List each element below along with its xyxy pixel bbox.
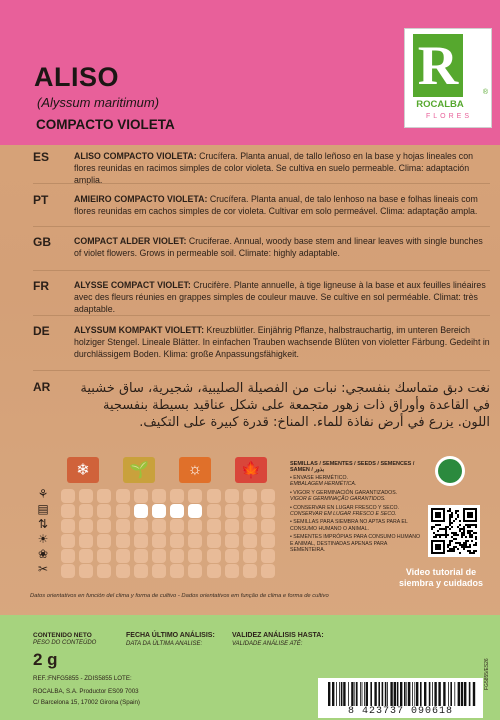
lang-code: DE	[33, 324, 50, 338]
calendar-cell	[152, 519, 166, 533]
reference: REF.:FNFG5855 - ZDIS5855 LOTE:	[33, 675, 132, 682]
lang-text: AMIEIRO COMPACTO VIOLETA: Crucífera. Planta anual, de talo lenhoso na base e folhas lineais com flores reunidas em cachos simples de cor violeta. Cultivar em solo permeável. Clima: adaptação ampla.	[74, 194, 478, 216]
sun-exposure-icon: ☀	[37, 532, 49, 546]
latin-name: (Alyssum maritimum)	[37, 95, 160, 110]
calendar-cell	[261, 519, 275, 533]
calendar-cell	[116, 504, 130, 518]
calendar-cell	[97, 519, 111, 533]
seeds-heading: SEMILLAS / SEMENTES / SEEDS / SEMENCES / SAMEN / بذور	[290, 461, 415, 473]
calendar-cell	[170, 564, 184, 578]
calendar-row	[33, 562, 283, 580]
video-line2: siembra y cuidados	[398, 578, 484, 588]
variety-name: COMPACTO VIOLETA	[36, 117, 175, 132]
qr-code-icon	[431, 508, 477, 554]
calendar-cell	[134, 534, 148, 548]
divider	[33, 315, 490, 316]
calendar-cell	[188, 504, 202, 518]
calendar-cell	[116, 519, 130, 533]
calendar-cell	[207, 564, 221, 578]
analysis-validity-sub: VALIDADE ANÁLISE ATÉ:	[232, 641, 303, 647]
seedbed-icon: ▤	[37, 502, 49, 516]
lang-code: ES	[33, 150, 50, 164]
calendar-cell	[243, 519, 257, 533]
summer-icon: ☼	[179, 457, 211, 483]
calendar-cell	[170, 504, 184, 518]
calendar-cell	[97, 549, 111, 563]
seeds-info	[290, 461, 420, 553]
calendar-cell	[243, 549, 257, 563]
calendar-cell	[188, 519, 202, 533]
seeds-info-item: • CONSERVAR EN LUGAR FRESCO Y SECO. CONSERVAR EM LUGAR FRESCO E SECO.	[290, 504, 399, 518]
net-content-sub: PESO DO CONTEÚDO	[33, 640, 97, 646]
transplant-icon: ⇅	[37, 517, 49, 531]
calendar-cell	[116, 549, 130, 563]
calendar-cell	[225, 549, 239, 563]
autumn-icon: 🍁	[235, 457, 267, 483]
calendar-cell	[116, 564, 130, 578]
calendar-cell	[79, 564, 93, 578]
lang-code: FR	[33, 279, 49, 293]
winter-icon: ❄	[67, 457, 99, 483]
calendar-cell	[207, 549, 221, 563]
calendar-cell	[79, 489, 93, 503]
calendar-cell	[170, 519, 184, 533]
calendar-cell	[188, 564, 202, 578]
lang-text: ALYSSUM KOMPAKT VIOLETT: Kreuzblütler. Einjährig Pflanze, halbstrauchartig, im unteren Bereich holziger Stengel. Lineale Blätter. In einfachen Trauben wachsende Blüten von violetter Färbung. Gedeiht in durchlässigem Boden. Klima: große Anpassungsfähigkeit.	[74, 325, 490, 359]
calendar-cell	[243, 489, 257, 503]
calendar-cell	[134, 489, 148, 503]
lang-text: ALISO COMPACTO VIOLETA: Crucífera. Planta anual, de tallo leñoso en la base y hojas lineales con flores reunidas en racimos simples de color violeta. Se cultiva en suelo permeable. Clima: adaptación amplia.	[74, 151, 473, 185]
seeds-info-item: • SEMENTES IMPRÓPIAS PARA CONSUMO HUMANO E ANIMAL, DESTINADAS APENAS PARA SEMENTEIRA.	[290, 534, 420, 554]
calendar-cell	[170, 549, 184, 563]
calendar-cell	[134, 519, 148, 533]
calendar-cell	[61, 504, 75, 518]
calendar-cell	[188, 549, 202, 563]
product-title: ALISO	[34, 62, 120, 92]
calendar-cell	[79, 519, 93, 533]
analysis-date-sub: DATA DA ÚLTIMA ANALISE:	[126, 641, 203, 647]
qr-code[interactable]	[428, 505, 480, 557]
calendar-cell	[152, 564, 166, 578]
calendar-cell	[261, 549, 275, 563]
address: C/ Barcelona 15, 17002 Girona (Spain)	[33, 699, 140, 706]
divider	[33, 370, 490, 371]
calendar-cell	[97, 534, 111, 548]
calendar-cell	[243, 564, 257, 578]
calendar-cell	[225, 489, 239, 503]
calendar-cell	[188, 534, 202, 548]
logo-registered: ®	[482, 89, 488, 96]
calendar-cell	[61, 564, 75, 578]
calendar-cell	[97, 564, 111, 578]
logo-letter: R	[413, 34, 463, 97]
calendar-cell	[134, 564, 148, 578]
calendar-cell	[134, 504, 148, 518]
net-content-label: CONTENIDO NETO	[33, 632, 92, 639]
lang-code: PT	[33, 193, 49, 207]
divider	[33, 183, 490, 184]
calendar-cell	[225, 534, 239, 548]
calendar-cell	[61, 489, 75, 503]
calendar-cell	[61, 549, 75, 563]
calendar-cell	[188, 489, 202, 503]
calendar-cell	[152, 504, 166, 518]
calendar-cell	[207, 504, 221, 518]
spring-icon: 🌱	[123, 457, 155, 483]
barcode-number: 8 423737 090618	[347, 706, 453, 717]
calendar-cell	[170, 489, 184, 503]
lang-code: GB	[33, 235, 51, 249]
sowing-icon: ⚘	[37, 487, 49, 501]
sowing-calendar	[33, 449, 283, 577]
brand-logo	[404, 28, 492, 128]
calendar-cell	[116, 489, 130, 503]
lang-text: ALYSSE COMPACT VIOLET: Crucifère. Plante annuelle, à tige ligneuse à la base et aux feuilles linéaires avec des fleurs réunies en grappes simples de couleur mauve. Se cultive en sol perméable. Climat: très adaptable.	[74, 280, 486, 314]
calendar-cell	[243, 504, 257, 518]
logo-name: ROCALBA	[416, 99, 464, 110]
calendar-cell	[152, 549, 166, 563]
analysis-validity-label: VALIDEZ ANÁLISIS HASTA:	[232, 632, 324, 639]
analysis-date-label: FECHA ÚLTIMO ANÁLISIS:	[126, 632, 215, 639]
calendar-cell	[207, 519, 221, 533]
calendar-cell	[225, 519, 239, 533]
divider	[33, 270, 490, 271]
calendar-cell	[225, 564, 239, 578]
calendar-cell	[207, 489, 221, 503]
harvest-icon: ✂	[37, 562, 49, 576]
calendar-cell	[97, 504, 111, 518]
calendar-cell	[79, 534, 93, 548]
seeds-info-item: • VIGOR Y GERMINACIÓN GARANTIZADOS. VIGOR E GERMINAÇÃO GARANTIDOS.	[290, 489, 398, 503]
calendar-cell	[152, 489, 166, 503]
flowering-icon: ❀	[37, 547, 49, 561]
lang-code: AR	[33, 380, 51, 394]
barcode	[318, 678, 483, 718]
calendar-cell	[261, 504, 275, 518]
lang-text-arabic: نغت دبق متماسك بنفسجي: نبات من الفصيلة الصليبية، شجيرية، ساق خشبية في القاعدة وأوراق ذات زهور متجمعة على شكل عناقيد بسيطة بنفسجية اللون. يزرع في أرض نفاذة للماء. المناخ: قدرة كبيرة على التكيف.	[80, 381, 490, 430]
divider	[33, 226, 490, 227]
calendar-cell	[134, 549, 148, 563]
producer: ROCALBA, S.A. Productor ES09 7003	[33, 688, 139, 695]
calendar-cell	[261, 564, 275, 578]
footnote: Datos orientativos en función del clima y forma de cultivo - Dados orientativos em função de clima e forma de cultivo	[30, 593, 329, 599]
calendar-cell	[261, 534, 275, 548]
green-dot-icon	[435, 456, 465, 486]
calendar-cell	[261, 489, 275, 503]
seeds-info-item: • ENVASE HERMÉTICO. EMBALAGEM HERMÉTICA.	[290, 475, 357, 488]
calendar-cell	[207, 534, 221, 548]
calendar-cell	[116, 534, 130, 548]
calendar-cell	[243, 534, 257, 548]
calendar-cell	[79, 504, 93, 518]
calendar-cell	[225, 504, 239, 518]
logo-subtitle: FLORES	[425, 113, 472, 120]
calendar-cell	[61, 534, 75, 548]
calendar-cell	[61, 519, 75, 533]
calendar-cell	[170, 534, 184, 548]
calendar-cell	[97, 489, 111, 503]
video-line1: Video tutorial de	[405, 567, 477, 577]
calendar-cell	[79, 549, 93, 563]
seeds-info-item: • SEMILLAS PARA SIEMBRA NO APTAS PARA EL CONSUMO HUMANO O ANIMAL.	[290, 519, 408, 532]
net-weight: 2 g	[33, 650, 58, 669]
side-code: FG5855/ES26	[484, 658, 490, 690]
calendar-cell	[152, 534, 166, 548]
barcode-bars	[326, 682, 476, 706]
lang-text: COMPACT ALDER VIOLET: Cruciferae. Annual, woody base stem and linear leaves with single bunches of violet flowers. Grows in permeable soil. Climate: highly adaptable.	[74, 236, 483, 258]
video-tutorial-link[interactable]	[392, 567, 490, 589]
